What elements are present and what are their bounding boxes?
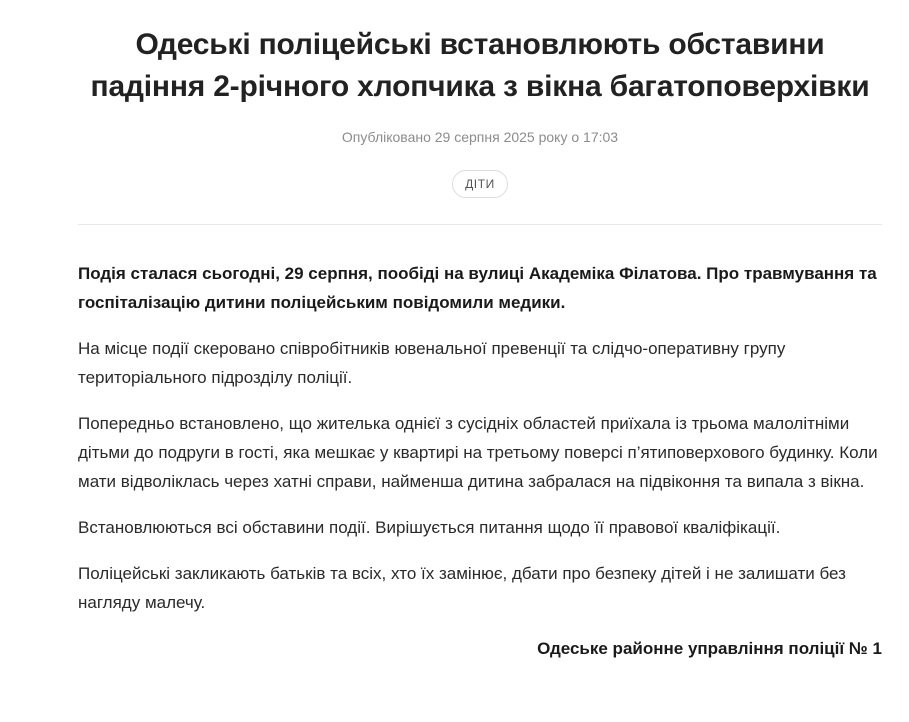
- body-paragraph: Встановлюються всі обставини події. Вирішується питання щодо її правової кваліфікації.: [78, 518, 781, 537]
- article-title: Одеські поліцейські встановлюють обставини падіння 2-річного хлопчика з вікна багатоповерхівки: [90, 28, 870, 103]
- article-signature: Одеське районне управління поліції № 1: [537, 639, 882, 658]
- lead-paragraph: Подія сталася сьогодні, 29 серпня, пообіді на вулиці Академіка Філатова. Про травмування та госпіталізацію дитини поліцейським повідомили медики.: [78, 264, 877, 312]
- article-body: [78, 259, 882, 617]
- tag-children[interactable]: ДІТИ: [452, 170, 508, 198]
- body-paragraph: Попередньо встановлено, що жителька однієї з сусідніх областей приїхала із трьома малолітніми дітьми до подруги в гості, яка мешкає у квартирі на третьому поверсі п’ятиповерхового будинку. Коли мати відволіклась через хатні справи, найменша дитина забралася на підвіконня та випала з вікна.: [78, 414, 878, 491]
- article: [78, 0, 882, 661]
- divider: [78, 224, 882, 225]
- body-paragraph: На місце події скеровано співробітників ювенальної превенції та слідчо-оперативну групу територіального підрозділу поліції.: [78, 339, 786, 387]
- publication-date: Опубліковано 29 серпня 2025 року о 17:03: [341, 129, 619, 145]
- body-paragraph: Поліцейські закликають батьків та всіх, хто їх замінює, дбати про безпеку дітей і не залишати без нагляду малечу.: [78, 564, 846, 612]
- tag-list: [78, 170, 882, 200]
